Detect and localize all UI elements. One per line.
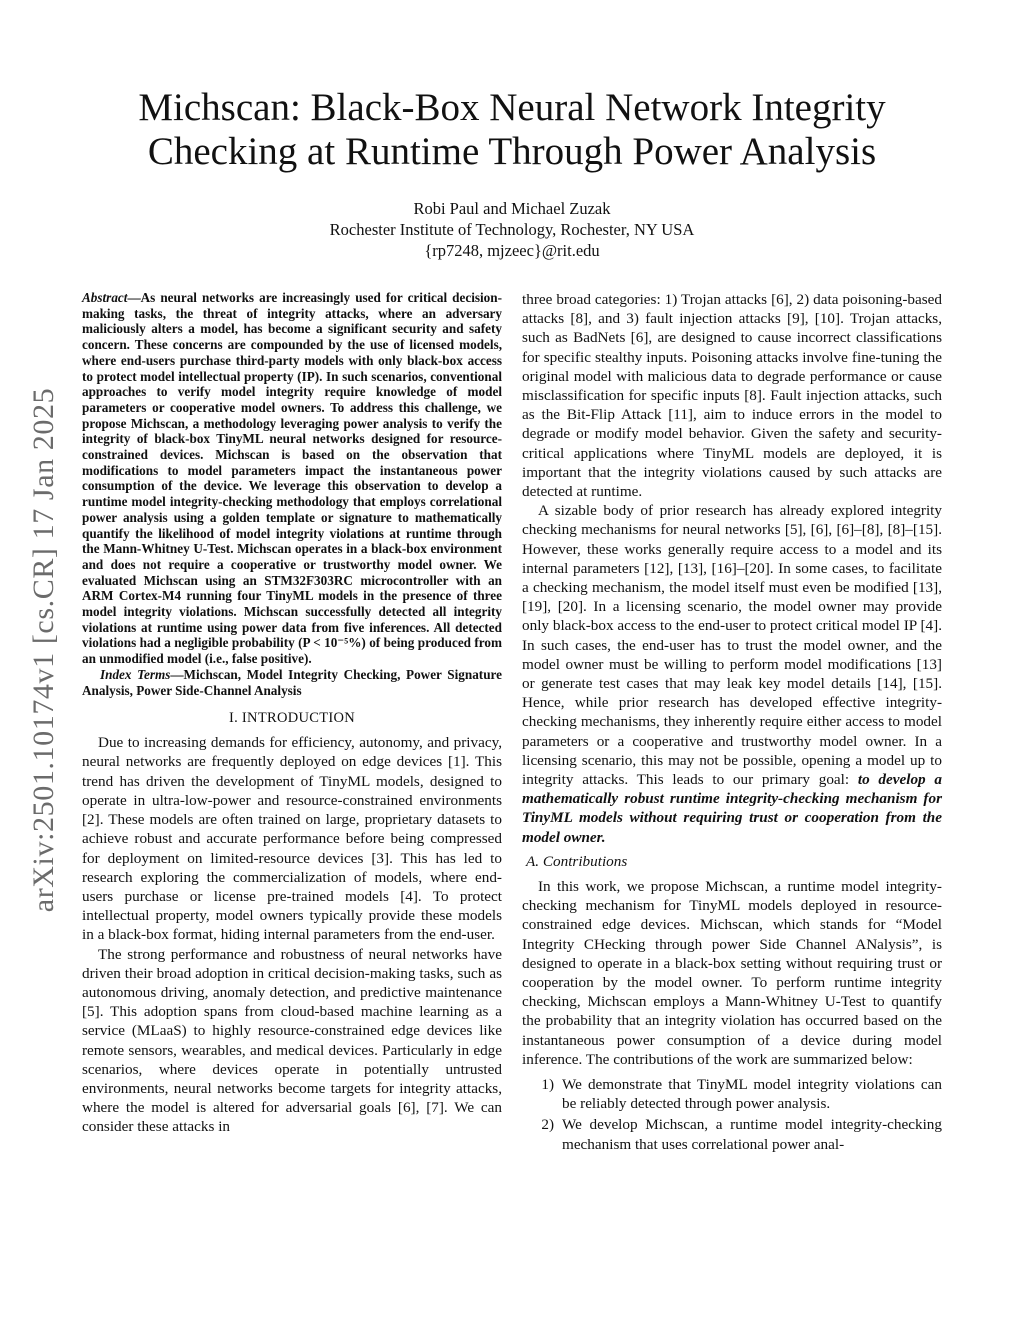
right-body	[522, 290, 942, 1154]
intro-body	[82, 733, 502, 1136]
arxiv-identifier-text: arXiv:2501.10174v1 [cs.CR] 17 Jan 2025	[27, 387, 60, 913]
primary-goal: to develop a mathematically robust runtime integrity-checking mechanism for TinyML models without requiring trust or cooperation from the model owner.	[522, 771, 942, 846]
title-line-2: Checking at Runtime Through Power Analysis	[147, 130, 877, 173]
author-names: Robi Paul and Michael Zuzak	[413, 199, 611, 218]
right-paragraph-1: three broad categories: 1) Trojan attacks [6], 2) data poisoning-based attacks [8], and 3) fault injection attacks [9], [10]. Trojan attacks, such as BadNets [6], are designed to cause incorrect classifications for specific stealthy inputs. Poisoning attacks involve fine-tuning the original model with malicious data to degrade performance or cause misclassification for specific inputs [8]. Fault injection attacks, such as the Bit-Flip Attack [11], aim to induce errors in the model to degrade or modify model behavior. Given the safety and security-critical applications where TinyML models are deployed, it is important that the integrity violations caused by such attacks are detected at runtime.	[522, 291, 942, 501]
affiliation: Rochester Institute of Technology, Rochester, NY USA	[329, 220, 695, 239]
list-item	[522, 1075, 942, 1113]
abstract	[82, 290, 502, 667]
list-item-text: We demonstrate that TinyML model integrity violations can be reliably detected through power analysis.	[562, 1075, 942, 1113]
abstract-text: —As neural networks are increasingly used for critical decision-making tasks, the threat of integrity attacks, where an adversary maliciously alters a model, has become a significant security and safety concern. These concerns are compounded by the use of licensed models, where end-users purchase third-party models with only black-box access to protect model intellectual property (IP). In such scenarios, conventional approaches to verify model integrity require knowledge of model parameters or cooperative model owners. To address this challenge, we propose Michscan, a methodology leveraging power analysis to verify the integrity of black-box TinyML neural networks designed for resource-constrained devices. Michscan is based on the observation that modifications to model parameters impact the instantaneous power consumption of the device. We leverage this observation to develop a runtime model integrity-checking methodology that employs correlational power analysis using a golden template or signature to mathematically quantify the likelihood of model integrity violations at runtime through the Mann-Whitney U-Test. Michscan operates in a black-box environment and does not require a cooperative or trustworthy model owner. We evaluated Michscan using an STM32F303RC microcontroller with an ARM Cortex-M4 running four TinyML models in the presence of three model integrity violations. Michscan successfully detected all integrity violations at runtime using power data from five inferences. All detected violations had a negligible probability (P < 10⁻⁵%) of being produced from an unmodified model (i.e., false positive).	[82, 290, 502, 667]
paper-title	[80, 86, 944, 174]
right-column	[522, 290, 942, 1156]
section-heading-introduction: I. INTRODUCTION	[228, 710, 356, 727]
list-item-number: 2)	[541, 1116, 554, 1134]
email: {rp7248, mjzeec}@rit.edu	[424, 241, 600, 260]
intro-paragraph-2: The strong performance and robustness of neural networks have driven their broad adoption in critical decision-making tasks, such as autonomous driving, anomaly detection, and predictive maintenance [5]. This adoption spans from cloud-based machine learning as a service (MLaaS) to highly resource-constrained edge devices like remote sensors, wearables, and medical devices. Particularly in edge scenarios, where devices operate in potentially untrusted environments, neural networks become targets for integrity attacks, where the model is altered for adversarial goals [6], [7]. We can consider these attacks in	[82, 945, 502, 1136]
list-item-number: 1)	[541, 1075, 554, 1093]
list-item	[522, 1115, 942, 1153]
right-paragraph-2-text: A sizable body of prior research has already explored integrity checking mechanisms for neural networks [5], [6], [6]–[8], [8]–[15]. However, these works generally require access to a model and its internal parameters [12], [13], [16]–[20]. In some cases, to facilitate a checking mechanism, the model itself must even be modified [13], [19], [20]. In a licensing scenario, the model owner may provide only black-box access to the end-user to protect critical model IP [4]. In such cases, the end-user has to trust the model owner, and the model owner must be willing to perform model modifications [13] or generate test cases that may leak key model details [14], [15]. Hence, while prior research has developed effective integrity-checking mechanisms, they inherently require either access to model parameters or a cooperative and trustworthy model owner. In a licensing scenario, this may not be possible, opening a model up to integrity attacks. This leads to our primary goal:	[522, 502, 942, 789]
title-line-1: Michscan: Black-Box Neural Network Integrity	[138, 86, 886, 129]
author-block	[80, 198, 944, 261]
subsection-heading-contributions: A. Contributions	[526, 852, 628, 870]
contributions-list	[522, 1075, 942, 1154]
index-terms-lead: Index Terms	[100, 666, 171, 682]
intro-paragraph-1: Due to increasing demands for efficiency, autonomy, and privacy, neural networks are frequently deployed on edge devices [1]. This trend has driven the development of TinyML models, designed to operate in ultra-low-power and resource-constrained environments [2]. These models are often trained on large, proprietary datasets to achieve robust and accurate performance before being compressed for deployment on limited-resource devices [3]. This has led to research exploring the commercialization of models, where end-users purchase or license pre-trained models [4]. To protect intellectual property, model owners typically provide these models in a black-box format, hiding internal parameters from the end-user.	[82, 734, 502, 944]
right-paragraph-2	[522, 501, 942, 847]
index-terms-text: —Michscan, Model Integrity Checking, Power Signature Analysis, Power Side-Channel Analysis	[82, 666, 502, 698]
list-item-text: We develop Michscan, a runtime model integrity-checking mechanism that uses correlational power anal-	[562, 1116, 942, 1153]
index-terms	[82, 667, 502, 698]
right-paragraph-3: In this work, we propose Michscan, a runtime model integrity-checking mechanism for TinyML models deployed in resource-constrained edge devices. Michscan, which stands for “Model Integrity CHecking through power Side Channel ANalysis”, is designed to operate in a black-box setting without requiring trust or cooperation by the model owner. To perform runtime integrity checking, Michscan employs a Mann-Whitney U-Test to quantify the probability that an integrity violation has occurred based on the instantaneous power consumption of a device during model inference. The contributions of the work are summarized below:	[522, 877, 942, 1068]
left-column	[82, 290, 502, 1137]
arxiv-identifier	[4, 360, 84, 940]
abstract-lead: Abstract	[82, 290, 128, 305]
